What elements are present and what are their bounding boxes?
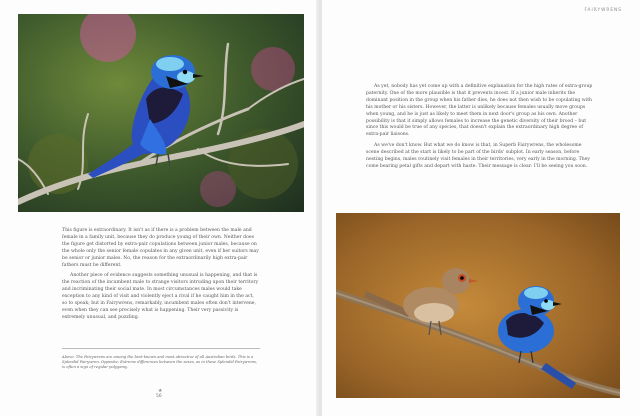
photo-pair-fairywrens-on-branch [336, 213, 620, 398]
photo-illustration [18, 14, 304, 212]
page-number: 56 [156, 394, 162, 399]
folio-star-icon: ★ [158, 388, 163, 394]
right-paragraph-1: As yet, nobody has yet come up with a definitive explanation for the high rates of extra-group paternity. One of the more plausible is that it prevents incest. If a junior male inherits the dominant position in the group when his father dies, he does not then wish to be copulating with his mother or his sisters. However, the latter is unlikely because females usually move groups when young, and he is just as likely to meet them in next door's group as his own. Another possibility is that it simply allows females to increase the genetic diversity of their brood – but since this would be true of any species, that doesn't explain the extraordinary high degree of extra-pair liaisons. [366, 84, 593, 138]
left-page [0, 0, 318, 416]
photo-male-fairywren-on-branch [18, 14, 304, 212]
right-paragraph-2: As we've don't know. But what we do know is that, in Superb Fairywrens, the wholesome scene described at the start is likely to be part of the birds' subplot. In early season, before nesting begins, males routinely visit females in their territories, very early in the morning. They come bearing petal gifts and depart with haste. Their message is clear: I'll be seeing you soon. [366, 143, 591, 169]
caption-rule [62, 348, 260, 349]
photo-caption: Above: The Fairywrens are among the best-known and most attractive of all Australian birds. This is a Splendid Fairywren. Opposite: Extreme differences between the sexes, as in these Splendid Fairywrens, is often a sign of regular polygamy. [62, 355, 258, 370]
right-page [322, 0, 640, 416]
left-paragraph-2: Another piece of evidence suggests something unusual is happening, and that is the reaction of the incumbent male to strange visitors intruding upon their territory and incriminating their social mate. In most circumstances males would take exception to any kind of visit and violently eject a rival if he caught him in the act, so to speak; but in Fairywrens, remarkably, incumbent males often don't intervene, even when they can see precisely what is happening. Their very passivity is extremely unusual, and puzzling. [62, 273, 259, 320]
left-paragraph-1: This figure is extraordinary. It isn't as if there is a problem between the male and female in a family unit, because they do produce young of their own. Neither does the figure get distorted by extra-pair copulations between junior males, because on the whole only the senior female copulates in any given unit, even if her suitors may be senior or junior males. No, the reason for the extraordinarily high extra-pair fathers must be different. [62, 228, 259, 268]
left-body-text [62, 228, 260, 326]
photo-illustration-pair [336, 213, 620, 398]
right-body-text [366, 84, 596, 175]
running-head: FAIRYWRENS [584, 8, 622, 13]
